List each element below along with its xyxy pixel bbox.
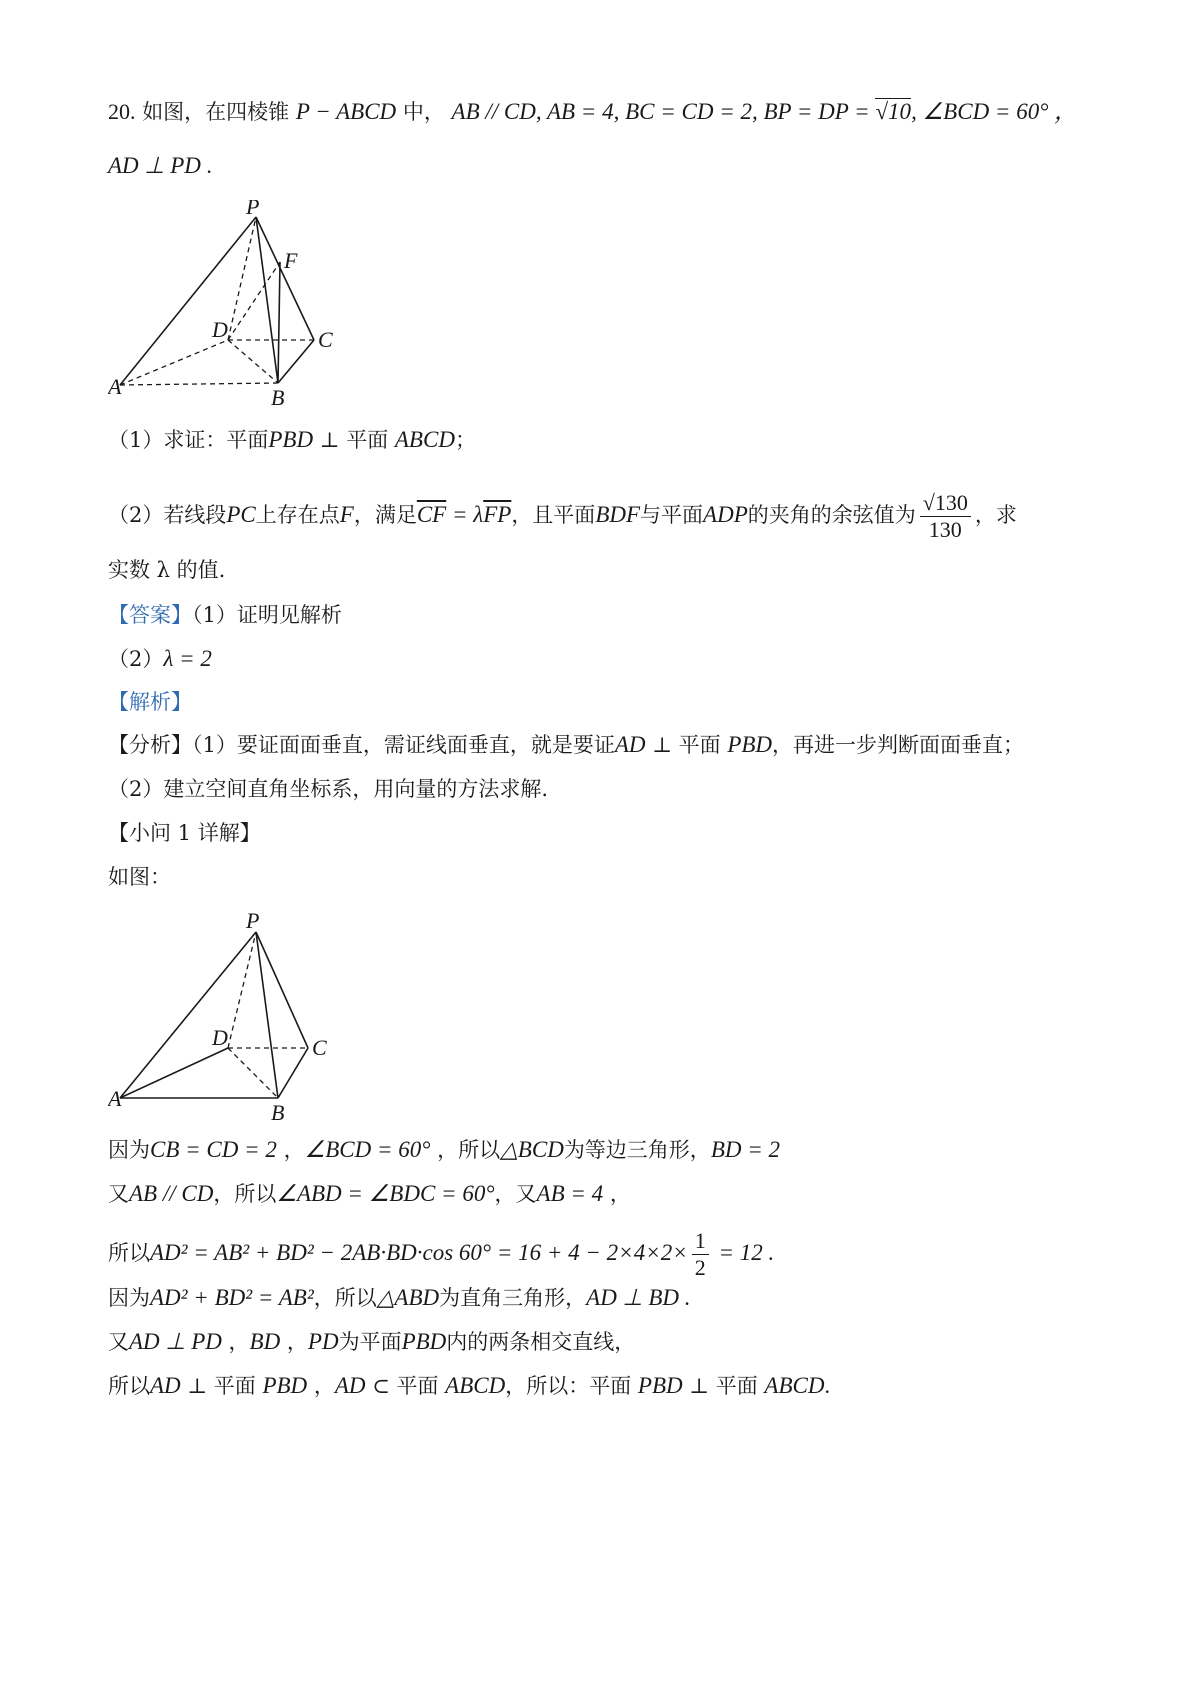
- text: ，又: [494, 1182, 537, 1206]
- edge-AP: [120, 217, 256, 385]
- math: BD = 2: [710, 1137, 780, 1162]
- text: （2）: [108, 647, 164, 671]
- label-C: C: [312, 1035, 327, 1060]
- analysis-tag: 【解析】: [108, 690, 192, 714]
- edge-AP: [120, 932, 256, 1098]
- proof-line-3: [108, 1228, 774, 1281]
- math: PBD: [401, 1329, 447, 1354]
- label-P: P: [246, 200, 260, 219]
- proof-line-5: [108, 1328, 635, 1356]
- detail-tag: 【小问 1 详解】: [108, 821, 261, 845]
- cosine-fraction: [920, 490, 971, 543]
- proof-line-2: [108, 1180, 631, 1208]
- text: ，且平面: [511, 503, 596, 527]
- math: F: [339, 502, 354, 527]
- math: CB = CD = 2: [150, 1137, 277, 1162]
- edge-DB: [228, 1048, 278, 1098]
- text: 因为: [108, 1286, 150, 1310]
- math: AB = 4: [536, 1181, 604, 1206]
- analysis-tag-line: [108, 688, 192, 716]
- math: = λ: [446, 502, 484, 527]
- text: 实数 λ 的值.: [108, 558, 226, 582]
- text: 与平面: [640, 503, 704, 527]
- math: AD ⊥ PD: [129, 1329, 222, 1354]
- text: ，所以: [213, 1182, 277, 1206]
- answer-line-2: [108, 645, 212, 673]
- text: ⊥ 平面: [313, 428, 395, 452]
- text: 所以: [108, 1374, 150, 1398]
- fraction-numerator: √130: [920, 490, 971, 517]
- text: ；: [454, 428, 476, 452]
- math: ABCD: [764, 1373, 825, 1398]
- text: ⊥ 平面: [645, 733, 728, 757]
- problem-line-1: [108, 98, 1077, 126]
- edge-DB: [228, 340, 278, 383]
- text: 为平面: [338, 1330, 402, 1354]
- label-A: A: [108, 1086, 122, 1111]
- vector-fp: $\overline{FP}$: [483, 502, 512, 527]
- text: ，: [280, 1330, 308, 1354]
- math: BDF: [595, 502, 641, 527]
- fenxi-line-1: [108, 731, 1024, 759]
- edge-DF: [228, 262, 280, 340]
- text: （2）若线段: [108, 503, 227, 527]
- angle-condition: , ∠BCD = 60° ，: [911, 99, 1078, 124]
- label-C: C: [318, 327, 333, 352]
- label-B: B: [271, 385, 285, 410]
- edge-AD: [120, 1048, 228, 1098]
- text: （1）要证面面垂直，需证线面垂直，就是要证: [192, 733, 615, 757]
- text: ，: [276, 1138, 305, 1162]
- vector-cf: $\overline{CF}$: [416, 502, 447, 527]
- math: AD² = AB² + BD² − 2AB·BD·cos 60° = 16 + 4 − 2×4×2×: [150, 1240, 688, 1265]
- text: 又: [108, 1182, 129, 1206]
- math: ABCD: [445, 1373, 506, 1398]
- text: 上存在点: [255, 503, 340, 527]
- math: PBD: [268, 427, 314, 452]
- half-fraction: [692, 1228, 709, 1281]
- text: ，满足: [353, 503, 417, 527]
- solid-name: P − ABCD: [295, 99, 397, 124]
- text: ，所以：平面: [505, 1374, 638, 1398]
- math: PBD: [262, 1373, 308, 1398]
- text: ，再进一步判断面面垂直；: [772, 733, 1025, 757]
- math: ∠ABD = ∠BDC = 60°: [276, 1181, 495, 1206]
- math: △BCD: [500, 1137, 564, 1162]
- fraction-denominator: 2: [694, 1255, 706, 1280]
- text: ，所以: [313, 1286, 377, 1310]
- text: ⊂ 平面: [365, 1374, 446, 1398]
- perp-condition: AD ⊥ PD: [108, 153, 201, 178]
- label-P: P: [246, 910, 260, 933]
- text: 中，: [402, 100, 445, 124]
- fraction-numerator: 1: [692, 1228, 709, 1255]
- sqrt-value: √10: [875, 99, 912, 124]
- answer-line-1: [108, 601, 342, 629]
- text: （1）证明见解析: [192, 603, 342, 627]
- text: （2）建立空间直角坐标系，用向量的方法求解.: [108, 777, 549, 801]
- text: 又: [108, 1330, 129, 1354]
- proof-line-1: [108, 1136, 780, 1164]
- label-B: B: [271, 1100, 285, 1125]
- math: AD: [334, 1373, 366, 1398]
- problem-number: 20.: [108, 99, 136, 124]
- text: ，求: [974, 503, 1017, 527]
- math: PBD: [727, 732, 773, 757]
- pyramid-figure-1: [108, 200, 348, 415]
- text: 内的两条相交直线，: [446, 1330, 636, 1354]
- edge-AD: [120, 340, 228, 385]
- part2-line-2: [108, 556, 225, 584]
- proof-line-6: [108, 1372, 830, 1400]
- text: 如图：: [108, 865, 171, 889]
- math: AD ⊥ BD .: [586, 1285, 691, 1310]
- text: 为直角三角形，: [439, 1286, 587, 1310]
- text: 为等边三角形，: [563, 1138, 711, 1162]
- fenxi-tag: 【分析】: [108, 733, 192, 757]
- label-F: F: [284, 248, 298, 273]
- edge-AB: [120, 383, 278, 385]
- math: PC: [226, 502, 256, 527]
- text: ⊥ 平面: [682, 1374, 765, 1398]
- edge-BC: [278, 340, 314, 383]
- answer-tag: 【答案】: [108, 603, 192, 627]
- math: ADP: [703, 502, 748, 527]
- math: PBD: [637, 1373, 683, 1398]
- label-D: D: [212, 317, 228, 342]
- text: 的夹角的余弦值为: [747, 503, 916, 527]
- math: AB // CD: [129, 1181, 214, 1206]
- math: ∠BCD = 60°: [304, 1137, 431, 1162]
- rutu-line: [108, 863, 171, 891]
- detail-tag-line: [108, 819, 261, 847]
- proof-line-4: [108, 1284, 691, 1312]
- conditions: AB // CD, AB = 4, BC = CD = 2, BP = DP =: [451, 99, 876, 124]
- intro-text: 如图，在四棱锥: [142, 100, 290, 124]
- math: BD: [249, 1329, 281, 1354]
- math: PD: [307, 1329, 339, 1354]
- text: （1）求证：平面: [108, 428, 269, 452]
- edge-BC: [278, 1048, 308, 1098]
- text: ，所以: [430, 1138, 501, 1162]
- text: 因为: [108, 1138, 150, 1162]
- label-D: D: [212, 1025, 228, 1050]
- fraction-denominator: 130: [928, 517, 962, 542]
- text: ，: [221, 1330, 250, 1354]
- edge-BF: [278, 262, 280, 383]
- text: .: [200, 153, 212, 178]
- text: ，: [307, 1374, 335, 1398]
- fenxi-line-2: [108, 775, 548, 803]
- label-A: A: [108, 374, 122, 399]
- text: .: [824, 1373, 830, 1398]
- math: λ = 2: [163, 646, 212, 671]
- text: 所以: [108, 1241, 150, 1265]
- text: ⊥ 平面: [180, 1374, 263, 1398]
- math: ABCD: [394, 427, 455, 452]
- part2-line-1: [108, 490, 1017, 543]
- problem-line-2: [108, 152, 212, 180]
- math: AD: [150, 1373, 181, 1398]
- math: AD² + BD² = AB²: [150, 1285, 314, 1310]
- pyramid-figure-2: [108, 910, 348, 1125]
- text: ，: [603, 1182, 631, 1206]
- math: △ABD: [376, 1285, 440, 1310]
- math: AD: [614, 732, 646, 757]
- part1-line: [108, 426, 476, 454]
- math: = 12 .: [712, 1240, 775, 1265]
